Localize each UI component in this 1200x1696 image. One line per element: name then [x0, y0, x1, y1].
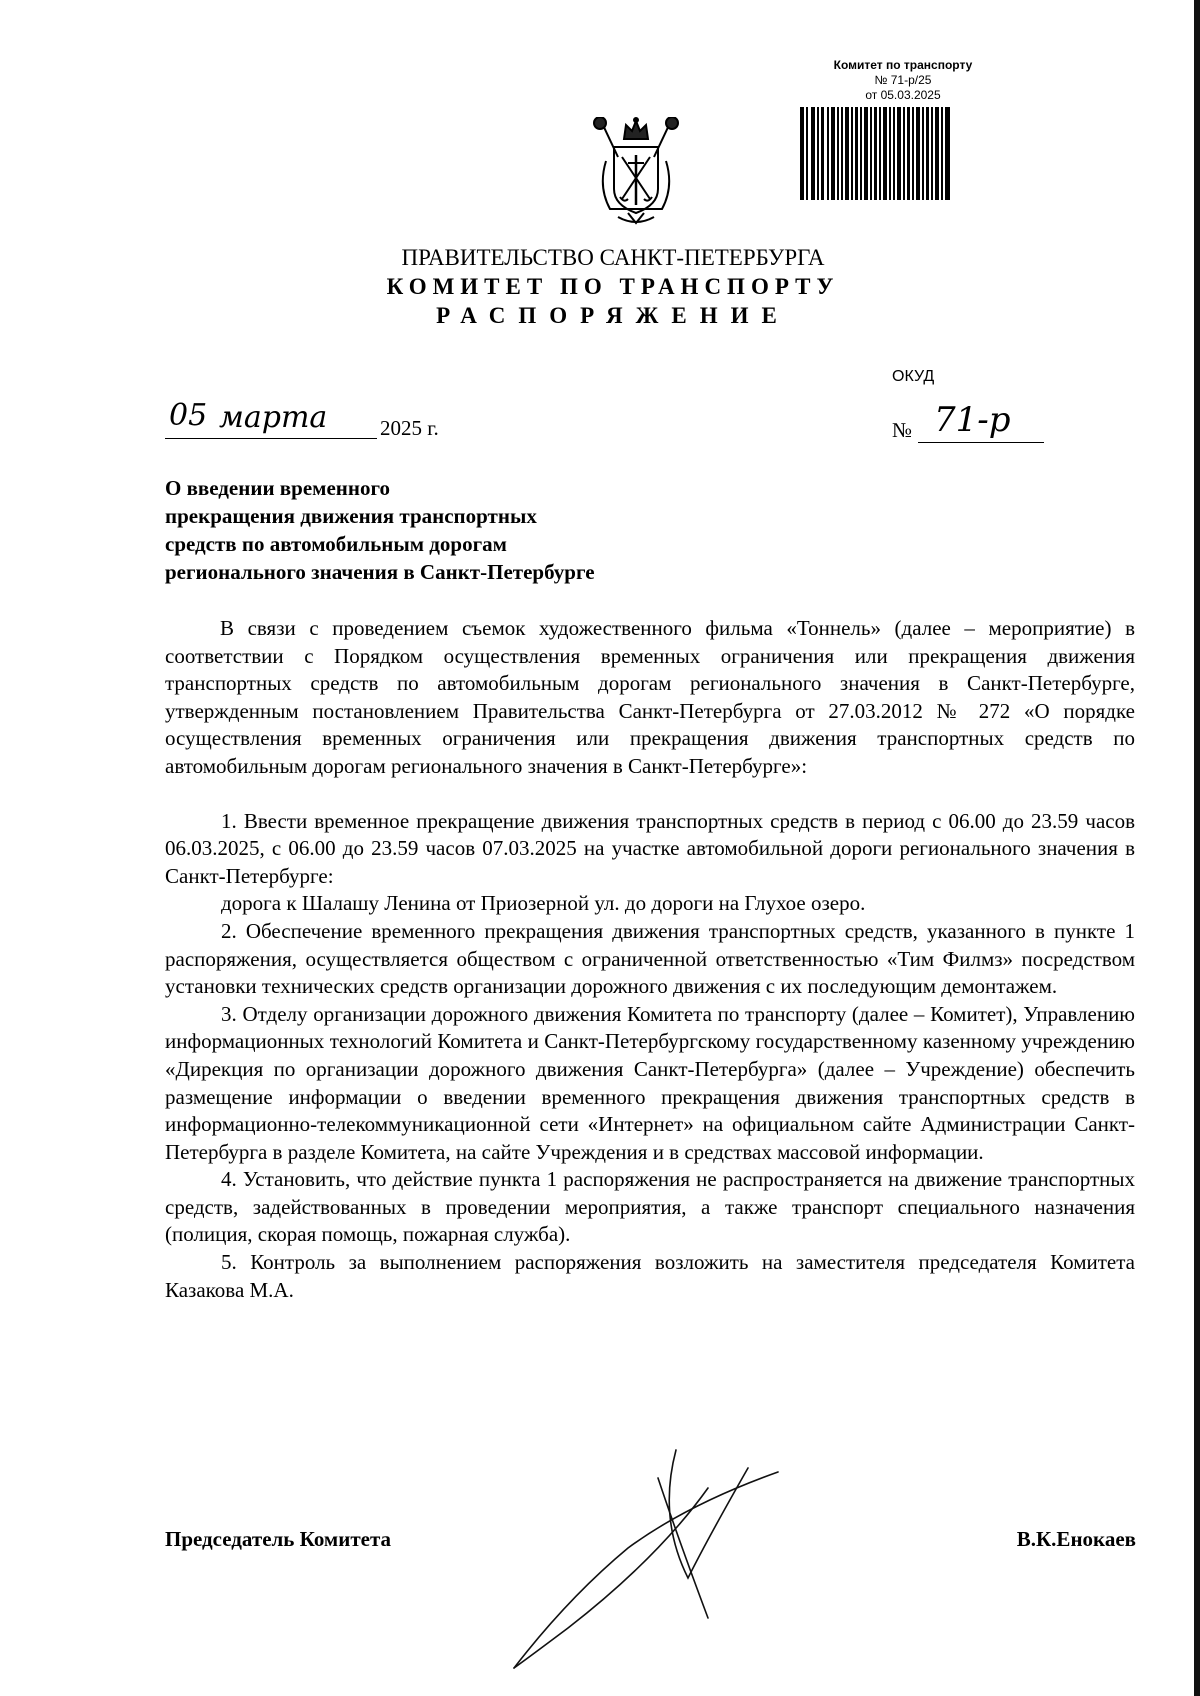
document-type: РАСПОРЯЖЕНИЕ [436, 303, 790, 328]
document-body [165, 615, 1135, 1304]
number-value: 71-р [934, 400, 1011, 440]
clause-5: 5. Контроль за выполнением распоряжения возложить на заместителя председателя Комитета Казакова М.А. [165, 1250, 1135, 1302]
clause-4: 4. Установить, что действие пункта 1 распоряжения не распространяется на движение транспортных средств, задействованных в проведении мероприятия, а также транспорт специального назначения (полиция, скорая помощь, пожарная служба). [165, 1167, 1135, 1247]
stamp-number: № 71-р/25 [874, 73, 932, 87]
committee-name: КОМИТЕТ ПО ТРАНСПОРТУ [386, 274, 840, 299]
document-header [0, 243, 1200, 330]
clause-1: 1. Ввести временное прекращение движения транспортных средств в период с 06.00 до 23.59 часов 06.03.2025, с 06.00 до 23.59 часов 07.03.2025 на участке автомобильной дороги регионального значения в Санкт-Петербурге: [165, 808, 1135, 888]
handwritten-signature [508, 1448, 788, 1670]
clause-1-road: дорога к Шалашу Ленина от Приозерной ул. до дороги на Глухое озеро. [221, 891, 866, 916]
barcode-icon [800, 107, 950, 200]
registration-stamp [788, 58, 1018, 103]
date-underline [165, 438, 377, 439]
number-underline [918, 442, 1044, 443]
signer-name: В.К.Енокаев [1016, 1527, 1136, 1551]
clause-2: 2. Обеспечение временного прекращения движения транспортных средств, указанного в пункте 1 распоряжения, осуществляется обществом с ограниченной ответственностью «Тим Филмз» посредством установки технических средств организации дорожного движения с их последующим демонтажем. [165, 918, 1135, 999]
document-date [165, 398, 465, 442]
preamble-paragraph: В связи с проведением съемок художественного фильма «Тоннель» (далее – мероприятие) в соответствии с Порядком осуществления временных ограничения или прекращения движения транспортных средств по автомобильным дорогам регионального значения в Санкт-Петербурге, утвержденным постановлением Правительства Санкт-Петербурга от 27.03.2012 № 272 «О порядке осуществления временных ограничения или прекращения движения транспортных средств по автомобильным дорогам регионального значения в Санкт-Петербурге»: [165, 616, 1135, 778]
stamp-date: от 05.03.2025 [865, 88, 941, 102]
government-name: ПРАВИТЕЛЬСТВО САНКТ-ПЕТЕРБУРГА [401, 245, 825, 270]
title-line: прекращения движения транспортных [165, 504, 537, 528]
okud-label: ОКУД [892, 368, 935, 385]
date-day: 05 [169, 398, 208, 433]
title-line: О введении временного [165, 476, 390, 500]
stamp-org: Комитет по транспорту [833, 58, 973, 72]
clause-3: 3. Отделу организации дорожного движения Комитета по транспорту (далее – Комитет), Управлению информационных технологий Комитета и Санкт-Петербургскому государственному казенному учреждению «Дирекция по организации дорожного движения Санкт-Петербурга» (далее – Учреждение) обеспечить размещение информации о введении временного прекращения движения транспортных средств в информационно-телекоммуникационной сети «Интернет» на официальном сайте Администрации Санкт-Петербурга в разделе Комитета, на сайте Учреждения и в средствах массовой информации. [165, 1001, 1135, 1164]
date-year: 2025 г. [380, 416, 439, 440]
coat-of-arms-icon [588, 117, 684, 227]
document-title [165, 474, 765, 586]
document-number [890, 400, 1060, 446]
date-month: марта [219, 400, 328, 435]
signer-position: Председатель Комитета [165, 1527, 392, 1551]
title-line: средств по автомобильным дорогам [165, 532, 507, 556]
title-line: регионального значения в Санкт-Петербурге [165, 560, 595, 584]
number-sign: № [892, 418, 913, 442]
